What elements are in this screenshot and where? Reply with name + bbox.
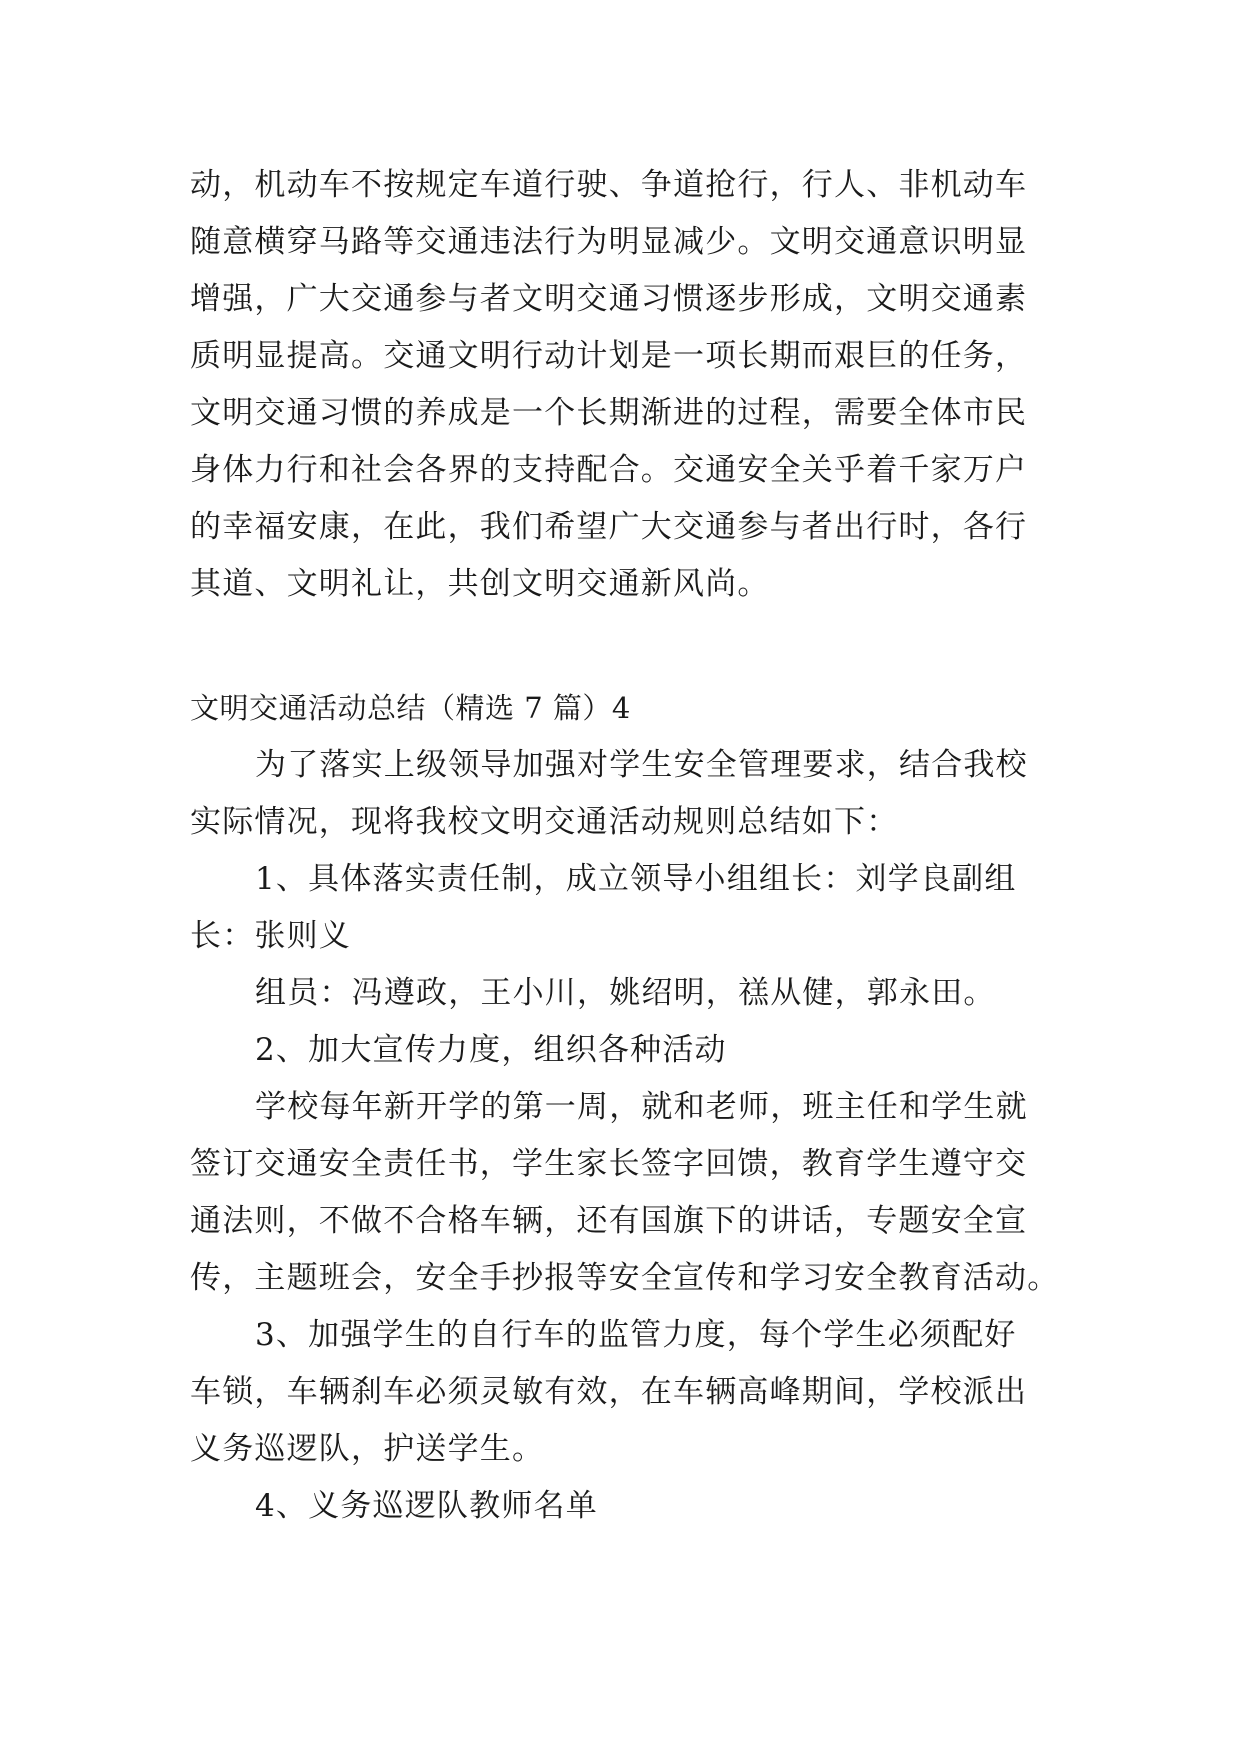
text-line: 动，机动车不按规定车道行驶、争道抢行，行人、非机动车 xyxy=(190,167,1028,203)
list-item: 1、具体落实责任制，成立领导小组组长：刘学良副组 xyxy=(255,861,1017,897)
text-line: 通法则，不做不合格车辆，还有国旗下的讲话，专题安全宣 xyxy=(190,1203,1028,1239)
text-line: 随意横穿马路等交通违法行为明显减少。文明交通意识明显 xyxy=(190,224,1028,260)
text-line: 车锁，车辆刹车必须灵敏有效，在车辆高峰期间，学校派出 xyxy=(190,1374,1028,1410)
text-line: 身体力行和社会各界的支持配合。交通安全关乎着千家万户 xyxy=(190,452,1028,488)
text-line: 文明交通习惯的养成是一个长期渐进的过程，需要全体市民 xyxy=(190,395,1028,431)
text-line: 质明显提高。交通文明行动计划是一项长期而艰巨的任务， xyxy=(190,338,1028,374)
section-heading: 文明交通活动总结（精选 7 篇）4 xyxy=(190,691,631,725)
text-line: 长：张则义 xyxy=(190,918,351,954)
text-line: 义务巡逻队，护送学生。 xyxy=(190,1431,545,1467)
text-line: 学校每年新开学的第一周，就和老师，班主任和学生就 xyxy=(255,1089,1028,1125)
text-line: 为了落实上级领导加强对学生安全管理要求，结合我校 xyxy=(255,747,1028,783)
text-line: 签订交通安全责任书，学生家长签字回馈，教育学生遵守交 xyxy=(190,1146,1028,1182)
text-line: 传，主题班会，安全手抄报等安全宣传和学习安全教育活动。 xyxy=(190,1260,1060,1296)
text-line: 实际情况，现将我校文明交通活动规则总结如下： xyxy=(190,804,899,840)
text-line: 的幸福安康，在此，我们希望广大交通参与者出行时，各行 xyxy=(190,509,1028,545)
list-item: 3、加强学生的自行车的监管力度，每个学生必须配好 xyxy=(255,1317,1017,1353)
list-item: 2、加大宣传力度，组织各种活动 xyxy=(255,1032,727,1068)
text-line: 增强，广大交通参与者文明交通习惯逐步形成，文明交通素 xyxy=(190,281,1028,317)
text-line: 其道、文明礼让，共创文明交通新风尚。 xyxy=(190,566,770,602)
list-item: 4、义务巡逻队教师名单 xyxy=(255,1488,598,1524)
members-line: 组员：冯遵政，王小川，姚绍明，禚从健，郭永田。 xyxy=(255,975,996,1011)
